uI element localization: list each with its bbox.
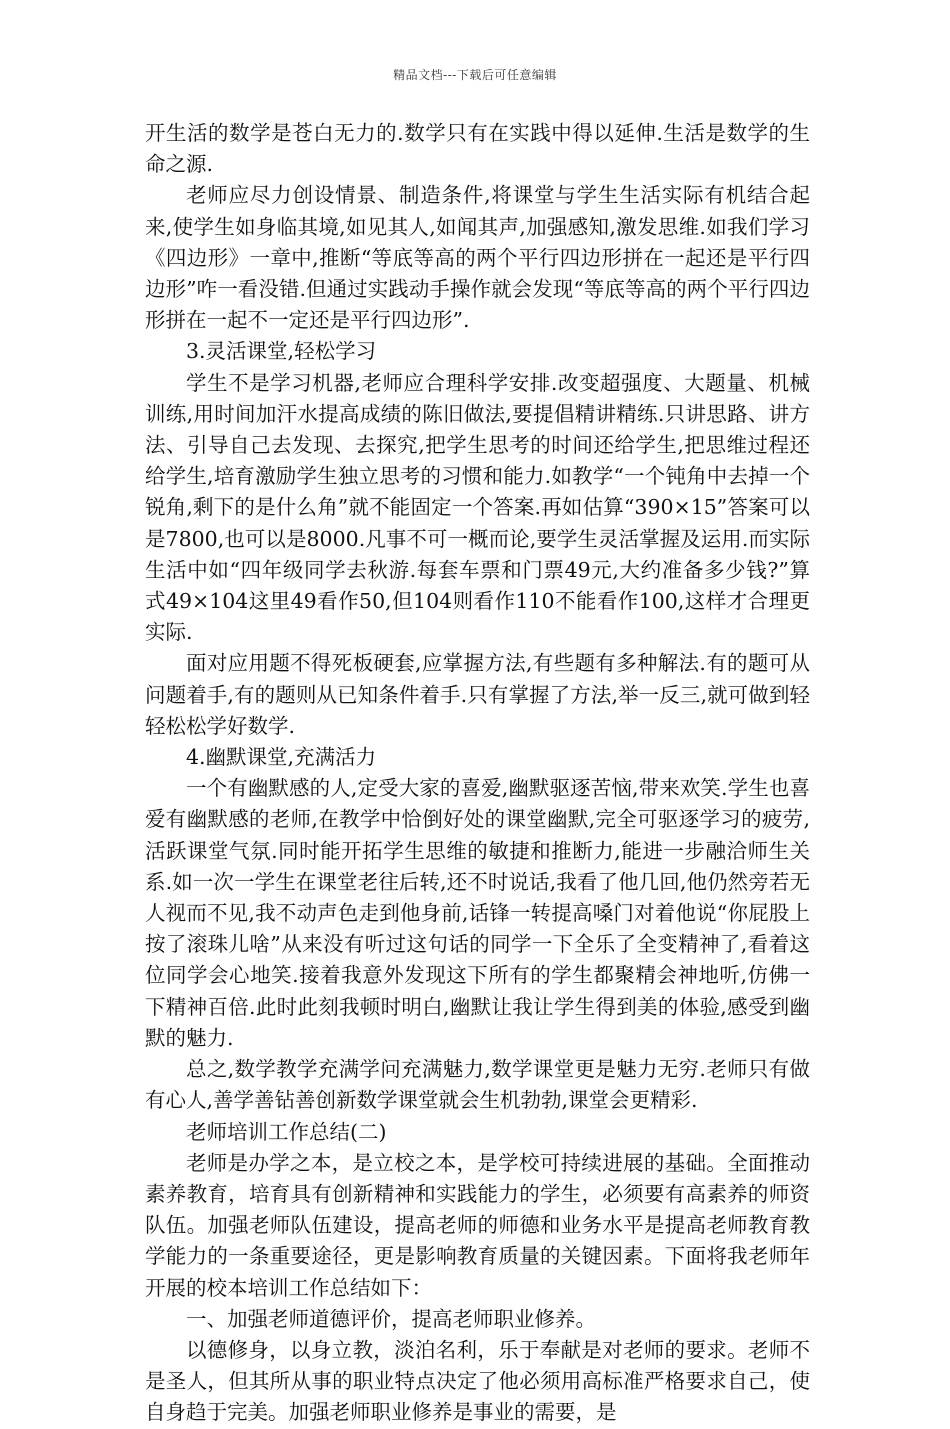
paragraph-7: 一个有幽默感的人,定受大家的喜爱,幽默驱逐苦恼,带来欢笑.学生也喜爱有幽默感的老师,在教学中恰倒好处的课堂幽默,完全可驱逐学习的疲劳,活跃课堂气氛.同时能开拓学生思维的敏捷和推断力,能进一步融洽师生关系.如一次一学生在课堂老往后转,还不时说话,我看了他几回,他仍然旁若无人视而不见,我不动声色走到他身前,话锋一转提高嗓门对着他说“你屁股上按了滚珠儿啥”从来没有听过这句话的同学一下全乐了全变精神了,看着这位同学会心地笑.接着我意外发现这下所有的学生都聚精会神地听,仿佛一下精神百倍.此时此刻我顿时明白,幽默让我让学生得到美的体验,感受到幽默的魅力. <box>145 776 810 1050</box>
page-header: 精品文档---下载后可任意编辑 <box>393 68 557 82</box>
paragraph-5: 面对应用题不得死板硬套,应掌握方法,有些题有多种解法.有的题可从问题着手,有的题则从已知条件着手.只有掌握了方法,举一反三,就可做到轻轻松松学好数学. <box>145 651 810 738</box>
section-heading-6: 4.幽默课堂,充满活力 <box>186 745 377 770</box>
paragraph-8: 总之,数学教学充满学问充满魅力,数学课堂更是魅力无穷.老师只有做有心人,善学善钻善创新数学课堂就会生机勃勃,课堂会更精彩. <box>145 1057 810 1113</box>
paragraph-2: 老师应尽力创设情景、制造条件,将课堂与学生生活实际有机结合起来,使学生如身临其境,如见其人,如闻其声,加强感知,激发思维.如我们学习《四边形》一章中,推断“等底等高的两个平行四边形拼在一起还是平行四边形”咋一看没错.但通过实践动手操作就会发现“等底等高的两个平行四边形拼在一起不一定还是平行四边形”. <box>145 183 810 333</box>
document-title-2: 老师培训工作总结(二) <box>186 1119 387 1144</box>
section-heading-3: 3.灵活课堂,轻松学习 <box>186 339 377 364</box>
paragraph-10: 老师是办学之本，是立校之本，是学校可持续进展的基础。全面推动素养教育，培育具有创新精神和实践能力的学生，必须要有高素养的师资队伍。加强老师队伍建设，提高老师的师德和业务水平是提高老师教育教学能力的一条重要途径，更是影响教育质量的关键因素。下面将我老师年开展的校本培训工作总结如下： <box>145 1150 810 1300</box>
document-body <box>145 118 810 1429</box>
paragraph-12: 以德修身，以身立教，淡泊名利，乐于奉献是对老师的要求。老师不是圣人，但其所从事的职业特点决定了他必须用高标准严格要求自己，使自身趋于完美。加强老师职业修养是事业的需要，是 <box>145 1337 810 1425</box>
section-heading-11: 一、加强老师道德评价，提高老师职业修养。 <box>186 1306 596 1331</box>
paragraph-1: 开生活的数学是苍白无力的.数学只有在实践中得以延伸.生活是数学的生命之源. <box>145 121 810 177</box>
paragraph-4: 学生不是学习机器,老师应合理科学安排.改变超强度、大题量、机械训练,用时间加汗水提高成绩的陈旧做法,要提倡精讲精练.只讲思路、讲方法、引导自己去发现、去探究,把学生思考的时间还给学生,把思维过程还给学生,培育激励学生独立思考的习惯和能力.如教学“一个钝角中去掉一个锐角,剩下的是什么角”就不能固定一个答案.再如估算“390×15”答案可以是7800,也可以是8000.凡事不可一概而论,要学生灵活掌握及运用.而实际生活中如“四年级同学去秋游.每套车票和门票49元,大约准备多少钱?”算式49×104这里49看作50,但104则看作110不能看作100,这样才合理更实际. <box>145 370 810 645</box>
